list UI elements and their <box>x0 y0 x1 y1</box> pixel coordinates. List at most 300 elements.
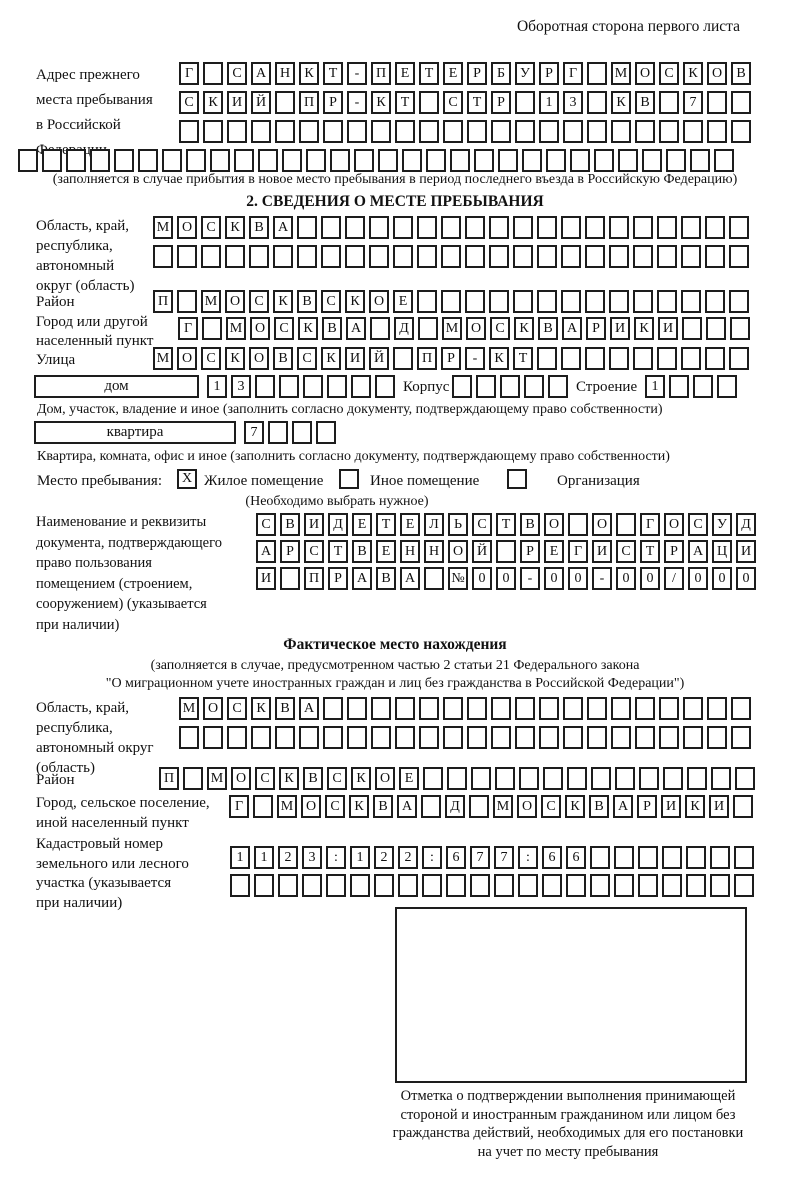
char-cell[interactable] <box>633 245 653 268</box>
char-cell[interactable]: О <box>369 290 389 313</box>
char-cell[interactable]: Г <box>568 540 588 563</box>
char-cell[interactable]: А <box>688 540 708 563</box>
char-cell[interactable]: В <box>297 290 317 313</box>
char-cell[interactable]: 0 <box>712 567 732 590</box>
char-cell[interactable] <box>585 347 605 370</box>
char-cell[interactable] <box>663 767 683 790</box>
char-cell[interactable]: Н <box>275 62 295 85</box>
char-cell[interactable] <box>210 149 230 172</box>
char-cell[interactable] <box>731 697 751 720</box>
char-cell[interactable]: Т <box>640 540 660 563</box>
char-cell[interactable] <box>186 149 206 172</box>
char-cell[interactable]: А <box>256 540 276 563</box>
char-cell[interactable] <box>590 846 610 869</box>
char-cell[interactable]: К <box>298 317 318 340</box>
char-cell[interactable]: Т <box>376 513 396 536</box>
char-cell[interactable]: С <box>274 317 294 340</box>
char-cell[interactable]: О <box>249 347 269 370</box>
char-cell[interactable] <box>618 149 638 172</box>
char-cell[interactable]: 7 <box>494 846 514 869</box>
char-cell[interactable] <box>326 874 346 897</box>
char-cell[interactable] <box>203 120 223 143</box>
char-cell[interactable]: С <box>179 91 199 114</box>
char-cell[interactable]: Р <box>467 62 487 85</box>
char-cell[interactable]: 3 <box>563 91 583 114</box>
char-cell[interactable]: К <box>371 91 391 114</box>
char-cell[interactable] <box>537 347 557 370</box>
char-cell[interactable] <box>639 767 659 790</box>
char-cell[interactable]: А <box>613 795 633 818</box>
char-cell[interactable] <box>421 795 441 818</box>
char-cell[interactable]: П <box>371 62 391 85</box>
char-cell[interactable] <box>638 874 658 897</box>
char-cell[interactable] <box>114 149 134 172</box>
char-cell[interactable] <box>443 697 463 720</box>
char-cell[interactable]: В <box>352 540 372 563</box>
char-cell[interactable]: Й <box>369 347 389 370</box>
char-cell[interactable]: 2 <box>278 846 298 869</box>
char-cell[interactable]: 6 <box>446 846 466 869</box>
char-cell[interactable]: Е <box>399 767 419 790</box>
char-cell[interactable] <box>681 245 701 268</box>
char-cell[interactable] <box>316 421 336 444</box>
char-cell[interactable] <box>465 216 485 239</box>
char-cell[interactable]: Р <box>586 317 606 340</box>
char-cell[interactable] <box>354 149 374 172</box>
char-cell[interactable] <box>594 149 614 172</box>
char-cell[interactable]: С <box>688 513 708 536</box>
char-cell[interactable] <box>422 874 442 897</box>
char-cell[interactable]: П <box>299 91 319 114</box>
char-cell[interactable]: П <box>304 567 324 590</box>
char-cell[interactable] <box>393 347 413 370</box>
char-cell[interactable] <box>611 697 631 720</box>
char-cell[interactable]: К <box>345 290 365 313</box>
char-cell[interactable]: 2 <box>398 846 418 869</box>
char-cell[interactable] <box>731 726 751 749</box>
char-cell[interactable] <box>395 697 415 720</box>
char-cell[interactable] <box>710 846 730 869</box>
char-cell[interactable]: С <box>321 290 341 313</box>
char-cell[interactable] <box>706 317 726 340</box>
char-cell[interactable] <box>687 767 707 790</box>
char-cell[interactable]: С <box>443 91 463 114</box>
char-cell[interactable] <box>735 767 755 790</box>
char-cell[interactable]: П <box>153 290 173 313</box>
char-cell[interactable] <box>321 216 341 239</box>
char-cell[interactable] <box>733 795 753 818</box>
char-cell[interactable] <box>686 874 706 897</box>
char-cell[interactable]: Г <box>640 513 660 536</box>
char-cell[interactable] <box>570 149 590 172</box>
char-cell[interactable]: М <box>442 317 462 340</box>
char-cell[interactable] <box>227 120 247 143</box>
char-cell[interactable] <box>299 726 319 749</box>
char-cell[interactable] <box>323 120 343 143</box>
char-cell[interactable] <box>351 375 371 398</box>
char-cell[interactable] <box>66 149 86 172</box>
char-cell[interactable] <box>563 120 583 143</box>
char-cell[interactable] <box>470 874 490 897</box>
char-cell[interactable]: П <box>417 347 437 370</box>
char-cell[interactable]: Е <box>443 62 463 85</box>
char-cell[interactable]: Р <box>328 567 348 590</box>
char-cell[interactable] <box>203 726 223 749</box>
char-cell[interactable]: О <box>177 216 197 239</box>
char-cell[interactable] <box>707 120 727 143</box>
char-cell[interactable]: Р <box>491 91 511 114</box>
char-cell[interactable]: Е <box>395 62 415 85</box>
char-cell[interactable]: - <box>347 91 367 114</box>
char-cell[interactable]: М <box>611 62 631 85</box>
char-cell[interactable]: 6 <box>566 846 586 869</box>
char-cell[interactable]: И <box>661 795 681 818</box>
char-cell[interactable] <box>280 567 300 590</box>
char-cell[interactable]: 3 <box>302 846 322 869</box>
char-cell[interactable] <box>467 726 487 749</box>
char-cell[interactable]: О <box>301 795 321 818</box>
char-cell[interactable]: Т <box>496 513 516 536</box>
char-cell[interactable]: С <box>616 540 636 563</box>
char-cell[interactable]: О <box>592 513 612 536</box>
char-cell[interactable]: А <box>273 216 293 239</box>
char-cell[interactable] <box>467 697 487 720</box>
char-cell[interactable] <box>447 767 467 790</box>
char-cell[interactable] <box>467 120 487 143</box>
char-cell[interactable]: У <box>712 513 732 536</box>
char-cell[interactable] <box>642 149 662 172</box>
char-cell[interactable] <box>548 375 568 398</box>
char-cell[interactable]: В <box>280 513 300 536</box>
char-cell[interactable]: Г <box>563 62 583 85</box>
char-cell[interactable]: С <box>325 795 345 818</box>
char-cell[interactable]: И <box>610 317 630 340</box>
char-cell[interactable] <box>561 216 581 239</box>
char-cell[interactable] <box>587 91 607 114</box>
char-cell[interactable]: С <box>659 62 679 85</box>
char-cell[interactable]: Й <box>251 91 271 114</box>
char-cell[interactable] <box>371 120 391 143</box>
char-cell[interactable] <box>659 697 679 720</box>
char-cell[interactable] <box>591 767 611 790</box>
char-cell[interactable] <box>669 375 689 398</box>
char-cell[interactable]: О <box>466 317 486 340</box>
char-cell[interactable]: К <box>321 347 341 370</box>
char-cell[interactable] <box>402 149 422 172</box>
char-cell[interactable] <box>662 874 682 897</box>
char-cell[interactable]: О <box>448 540 468 563</box>
char-cell[interactable] <box>347 697 367 720</box>
char-cell[interactable]: О <box>203 697 223 720</box>
char-cell[interactable] <box>398 874 418 897</box>
char-cell[interactable]: И <box>304 513 324 536</box>
char-cell[interactable] <box>707 91 727 114</box>
char-cell[interactable]: О <box>635 62 655 85</box>
char-cell[interactable] <box>443 120 463 143</box>
char-cell[interactable] <box>268 421 288 444</box>
char-cell[interactable] <box>657 216 677 239</box>
char-cell[interactable] <box>729 216 749 239</box>
char-cell[interactable] <box>539 697 559 720</box>
char-cell[interactable] <box>489 290 509 313</box>
char-cell[interactable] <box>275 120 295 143</box>
char-cell[interactable]: М <box>153 347 173 370</box>
char-cell[interactable]: 7 <box>244 421 264 444</box>
char-cell[interactable]: О <box>375 767 395 790</box>
char-cell[interactable]: Р <box>323 91 343 114</box>
char-cell[interactable]: Г <box>179 62 199 85</box>
char-cell[interactable] <box>683 697 703 720</box>
char-cell[interactable] <box>371 697 391 720</box>
char-cell[interactable] <box>258 149 278 172</box>
char-cell[interactable]: В <box>520 513 540 536</box>
char-cell[interactable] <box>371 726 391 749</box>
char-cell[interactable] <box>201 245 221 268</box>
char-cell[interactable] <box>321 245 341 268</box>
char-cell[interactable] <box>419 120 439 143</box>
char-cell[interactable] <box>345 245 365 268</box>
char-cell[interactable] <box>635 120 655 143</box>
char-cell[interactable]: 0 <box>496 567 516 590</box>
char-cell[interactable]: 0 <box>472 567 492 590</box>
char-cell[interactable]: О <box>225 290 245 313</box>
char-cell[interactable]: К <box>225 216 245 239</box>
char-cell[interactable]: Р <box>441 347 461 370</box>
char-cell[interactable]: И <box>345 347 365 370</box>
char-cell[interactable]: Л <box>424 513 444 536</box>
char-cell[interactable]: В <box>376 567 396 590</box>
char-cell[interactable] <box>153 245 173 268</box>
char-cell[interactable]: Е <box>400 513 420 536</box>
char-cell[interactable] <box>567 767 587 790</box>
char-cell[interactable] <box>471 767 491 790</box>
char-cell[interactable] <box>730 317 750 340</box>
char-cell[interactable] <box>395 120 415 143</box>
char-cell[interactable]: И <box>736 540 756 563</box>
char-cell[interactable]: К <box>349 795 369 818</box>
char-cell[interactable] <box>378 149 398 172</box>
char-cell[interactable]: К <box>489 347 509 370</box>
char-cell[interactable]: И <box>592 540 612 563</box>
char-cell[interactable] <box>568 513 588 536</box>
char-cell[interactable]: М <box>226 317 246 340</box>
char-cell[interactable] <box>251 726 271 749</box>
char-cell[interactable] <box>370 317 390 340</box>
char-cell[interactable] <box>734 874 754 897</box>
char-cell[interactable]: С <box>304 540 324 563</box>
char-cell[interactable]: О <box>664 513 684 536</box>
char-cell[interactable] <box>330 149 350 172</box>
char-cell[interactable] <box>587 120 607 143</box>
char-cell[interactable] <box>500 375 520 398</box>
char-cell[interactable] <box>683 120 703 143</box>
char-cell[interactable] <box>162 149 182 172</box>
char-cell[interactable] <box>374 874 394 897</box>
char-cell[interactable] <box>441 290 461 313</box>
char-cell[interactable]: А <box>251 62 271 85</box>
char-cell[interactable] <box>705 216 725 239</box>
char-cell[interactable] <box>347 726 367 749</box>
char-cell[interactable]: С <box>201 216 221 239</box>
char-cell[interactable] <box>282 149 302 172</box>
char-cell[interactable] <box>518 874 538 897</box>
char-cell[interactable] <box>345 216 365 239</box>
char-cell[interactable] <box>705 347 725 370</box>
char-cell[interactable] <box>441 245 461 268</box>
residential-premises-checkbox[interactable]: X <box>177 469 197 489</box>
char-cell[interactable] <box>279 375 299 398</box>
char-cell[interactable] <box>419 726 439 749</box>
char-cell[interactable] <box>227 726 247 749</box>
char-cell[interactable] <box>729 347 749 370</box>
char-cell[interactable]: К <box>251 697 271 720</box>
char-cell[interactable] <box>734 846 754 869</box>
char-cell[interactable] <box>306 149 326 172</box>
char-cell[interactable]: О <box>707 62 727 85</box>
char-cell[interactable]: Т <box>513 347 533 370</box>
char-cell[interactable]: К <box>203 91 223 114</box>
char-cell[interactable] <box>666 149 686 172</box>
char-cell[interactable] <box>657 347 677 370</box>
char-cell[interactable] <box>417 290 437 313</box>
char-cell[interactable] <box>633 216 653 239</box>
char-cell[interactable]: К <box>514 317 534 340</box>
char-cell[interactable] <box>524 375 544 398</box>
char-cell[interactable] <box>254 874 274 897</box>
char-cell[interactable] <box>18 149 38 172</box>
char-cell[interactable]: С <box>227 697 247 720</box>
char-cell[interactable] <box>323 726 343 749</box>
other-premises-checkbox[interactable] <box>339 469 359 489</box>
char-cell[interactable]: И <box>658 317 678 340</box>
char-cell[interactable]: В <box>538 317 558 340</box>
char-cell[interactable]: Е <box>393 290 413 313</box>
char-cell[interactable]: К <box>273 290 293 313</box>
char-cell[interactable] <box>590 874 610 897</box>
char-cell[interactable] <box>611 726 631 749</box>
char-cell[interactable]: С <box>327 767 347 790</box>
char-cell[interactable]: А <box>400 567 420 590</box>
char-cell[interactable] <box>417 245 437 268</box>
char-cell[interactable]: Р <box>280 540 300 563</box>
char-cell[interactable] <box>714 149 734 172</box>
char-cell[interactable] <box>375 375 395 398</box>
char-cell[interactable]: 1 <box>254 846 274 869</box>
char-cell[interactable] <box>138 149 158 172</box>
char-cell[interactable] <box>476 375 496 398</box>
char-cell[interactable] <box>609 245 629 268</box>
char-cell[interactable] <box>705 245 725 268</box>
char-cell[interactable]: 0 <box>736 567 756 590</box>
char-cell[interactable] <box>369 216 389 239</box>
char-cell[interactable] <box>203 62 223 85</box>
char-cell[interactable] <box>729 245 749 268</box>
char-cell[interactable]: Н <box>424 540 444 563</box>
organization-checkbox[interactable] <box>507 469 527 489</box>
char-cell[interactable] <box>253 795 273 818</box>
char-cell[interactable]: С <box>297 347 317 370</box>
char-cell[interactable] <box>609 216 629 239</box>
char-cell[interactable]: К <box>279 767 299 790</box>
char-cell[interactable]: Б <box>491 62 511 85</box>
char-cell[interactable] <box>495 767 515 790</box>
char-cell[interactable] <box>489 216 509 239</box>
char-cell[interactable] <box>585 245 605 268</box>
char-cell[interactable] <box>230 874 250 897</box>
char-cell[interactable] <box>561 245 581 268</box>
char-cell[interactable]: О <box>517 795 537 818</box>
char-cell[interactable] <box>635 697 655 720</box>
char-cell[interactable] <box>489 245 509 268</box>
char-cell[interactable] <box>515 697 535 720</box>
char-cell[interactable] <box>393 216 413 239</box>
char-cell[interactable]: В <box>373 795 393 818</box>
char-cell[interactable] <box>465 290 485 313</box>
char-cell[interactable] <box>539 120 559 143</box>
char-cell[interactable]: Т <box>395 91 415 114</box>
char-cell[interactable] <box>275 726 295 749</box>
char-cell[interactable] <box>563 726 583 749</box>
char-cell[interactable]: 0 <box>568 567 588 590</box>
char-cell[interactable]: К <box>683 62 703 85</box>
char-cell[interactable]: Р <box>664 540 684 563</box>
char-cell[interactable]: Р <box>520 540 540 563</box>
char-cell[interactable]: Г <box>229 795 249 818</box>
char-cell[interactable] <box>426 149 446 172</box>
char-cell[interactable] <box>729 290 749 313</box>
char-cell[interactable]: М <box>153 216 173 239</box>
char-cell[interactable] <box>731 91 751 114</box>
char-cell[interactable] <box>681 347 701 370</box>
char-cell[interactable]: С <box>541 795 561 818</box>
char-cell[interactable] <box>297 245 317 268</box>
char-cell[interactable] <box>522 149 542 172</box>
char-cell[interactable] <box>202 317 222 340</box>
char-cell[interactable] <box>705 290 725 313</box>
char-cell[interactable] <box>542 874 562 897</box>
char-cell[interactable] <box>90 149 110 172</box>
char-cell[interactable] <box>225 245 245 268</box>
char-cell[interactable]: С <box>472 513 492 536</box>
char-cell[interactable]: А <box>352 567 372 590</box>
char-cell[interactable]: - <box>465 347 485 370</box>
char-cell[interactable]: К <box>611 91 631 114</box>
char-cell[interactable]: О <box>231 767 251 790</box>
char-cell[interactable]: М <box>207 767 227 790</box>
char-cell[interactable]: Т <box>323 62 343 85</box>
char-cell[interactable] <box>496 540 516 563</box>
char-cell[interactable]: : <box>518 846 538 869</box>
char-cell[interactable]: К <box>685 795 705 818</box>
char-cell[interactable]: 1 <box>350 846 370 869</box>
char-cell[interactable]: И <box>256 567 276 590</box>
char-cell[interactable] <box>513 245 533 268</box>
char-cell[interactable] <box>515 120 535 143</box>
char-cell[interactable] <box>659 91 679 114</box>
char-cell[interactable] <box>234 149 254 172</box>
char-cell[interactable]: Д <box>736 513 756 536</box>
char-cell[interactable] <box>494 874 514 897</box>
char-cell[interactable]: Е <box>352 513 372 536</box>
char-cell[interactable] <box>615 767 635 790</box>
char-cell[interactable]: М <box>201 290 221 313</box>
char-cell[interactable]: К <box>565 795 585 818</box>
char-cell[interactable] <box>177 290 197 313</box>
char-cell[interactable] <box>419 91 439 114</box>
char-cell[interactable]: Т <box>419 62 439 85</box>
char-cell[interactable] <box>681 216 701 239</box>
char-cell[interactable]: Т <box>328 540 348 563</box>
